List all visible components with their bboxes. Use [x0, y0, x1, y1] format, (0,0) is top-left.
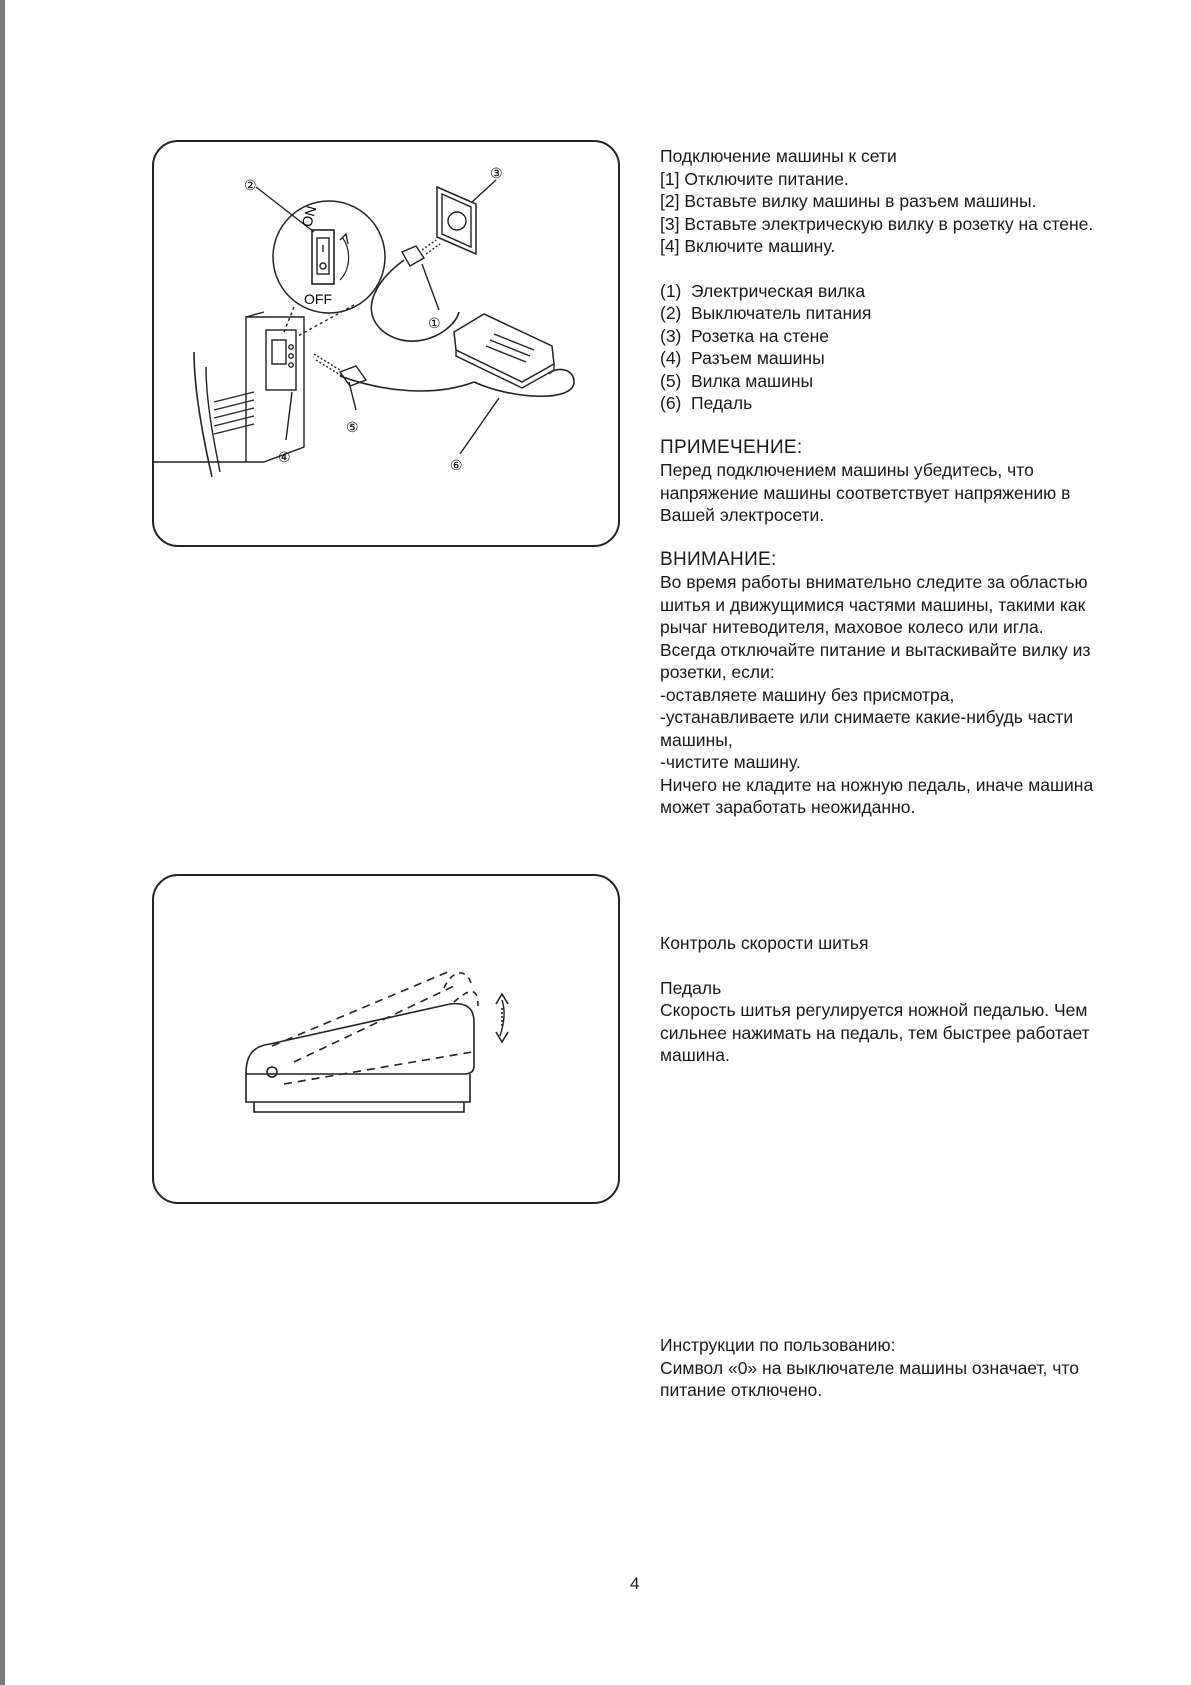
part-number: (1) — [660, 280, 682, 301]
speed-section — [660, 932, 1130, 1067]
warning-heading: ВНИМАНИЕ: — [660, 548, 777, 570]
usage-text: Символ «0» на выключателе машины означает, что питание отключено. — [660, 1357, 1079, 1400]
connection-illustration — [154, 142, 622, 549]
parts-list-item — [660, 302, 1130, 325]
part-label: Педаль — [691, 393, 753, 413]
part-label: Разъем машины — [691, 348, 825, 368]
callout-5: ⑤ — [346, 419, 359, 435]
callout-4: ④ — [278, 449, 291, 465]
step-3: [3] Вставьте электрическую вилку в розетку на стене. — [660, 213, 1094, 234]
note-heading: ПРИМЕЧЕНИЕ: — [660, 436, 803, 458]
part-number: (3) — [660, 325, 682, 346]
connection-figure — [152, 140, 620, 547]
connection-title: Подключение машины к сети — [660, 146, 897, 166]
part-label: Выключатель питания — [691, 303, 872, 323]
step-2: [2] Вставьте вилку машины в разъем машины. — [660, 191, 1037, 211]
speed-title: Контроль скорости шитья — [660, 933, 869, 953]
parts-list-item — [660, 392, 1130, 415]
part-number: (4) — [660, 348, 682, 368]
callout-6: ⑥ — [450, 457, 463, 473]
step-1: [1] Отключите питание. — [660, 168, 849, 189]
part-label: Вилка машины — [691, 370, 814, 391]
page-number: 4 — [630, 1574, 640, 1593]
usage-section — [660, 1334, 1130, 1402]
usage-title: Инструкции по пользованию: — [660, 1335, 896, 1355]
step-4: [4] Включите машину. — [660, 236, 836, 256]
parts-list-item — [660, 325, 1130, 348]
callout-3: ③ — [490, 165, 503, 181]
warning-line: Всегда отключайте питание и вытаскивайте вилку из розетки, если: — [660, 639, 1091, 682]
switch-on-label: ON — [298, 204, 320, 229]
pedal-figure — [152, 874, 620, 1204]
speed-subtitle: Педаль — [660, 977, 722, 998]
callout-1: ① — [428, 315, 441, 331]
parts-list — [660, 280, 1130, 415]
connection-section — [660, 145, 1130, 819]
warning-line: Ничего не кладите на ножную педаль, иначе машина может заработать неожиданно. — [660, 774, 1094, 817]
parts-list-item — [660, 280, 1130, 303]
warning-line: -чистите машину. — [660, 752, 801, 772]
speed-text: Скорость шитья регулируется ножной педалью. Чем сильнее нажимать на педаль, тем быстрее работает машина. — [660, 1000, 1090, 1065]
parts-list-item — [660, 370, 1130, 393]
pedal-illustration — [154, 876, 622, 1206]
warning-line: -устанавливаете или снимаете какие-нибудь части машины, — [660, 707, 1074, 750]
part-number: (6) — [660, 393, 682, 413]
parts-list-item — [660, 347, 1130, 370]
part-label: Розетка на стене — [691, 325, 830, 346]
callout-2: ② — [244, 177, 257, 193]
warning-line: Во время работы внимательно следите за областью шитья и движущимися частями машины, такими как рычаг нитеводителя, маховое колесо или игла. — [660, 572, 1088, 637]
switch-off-label: OFF — [304, 291, 332, 307]
part-label: Электрическая вилка — [691, 280, 866, 301]
warning-line: -оставляете машину без присмотра, — [660, 684, 955, 705]
part-number: (5) — [660, 370, 682, 391]
page-edge — [0, 0, 5, 1685]
part-number: (2) — [660, 303, 682, 323]
note-text: Перед подключением машины убедитесь, что напряжение машины соответствует напряжению в Вашей электросети. — [660, 460, 1071, 525]
